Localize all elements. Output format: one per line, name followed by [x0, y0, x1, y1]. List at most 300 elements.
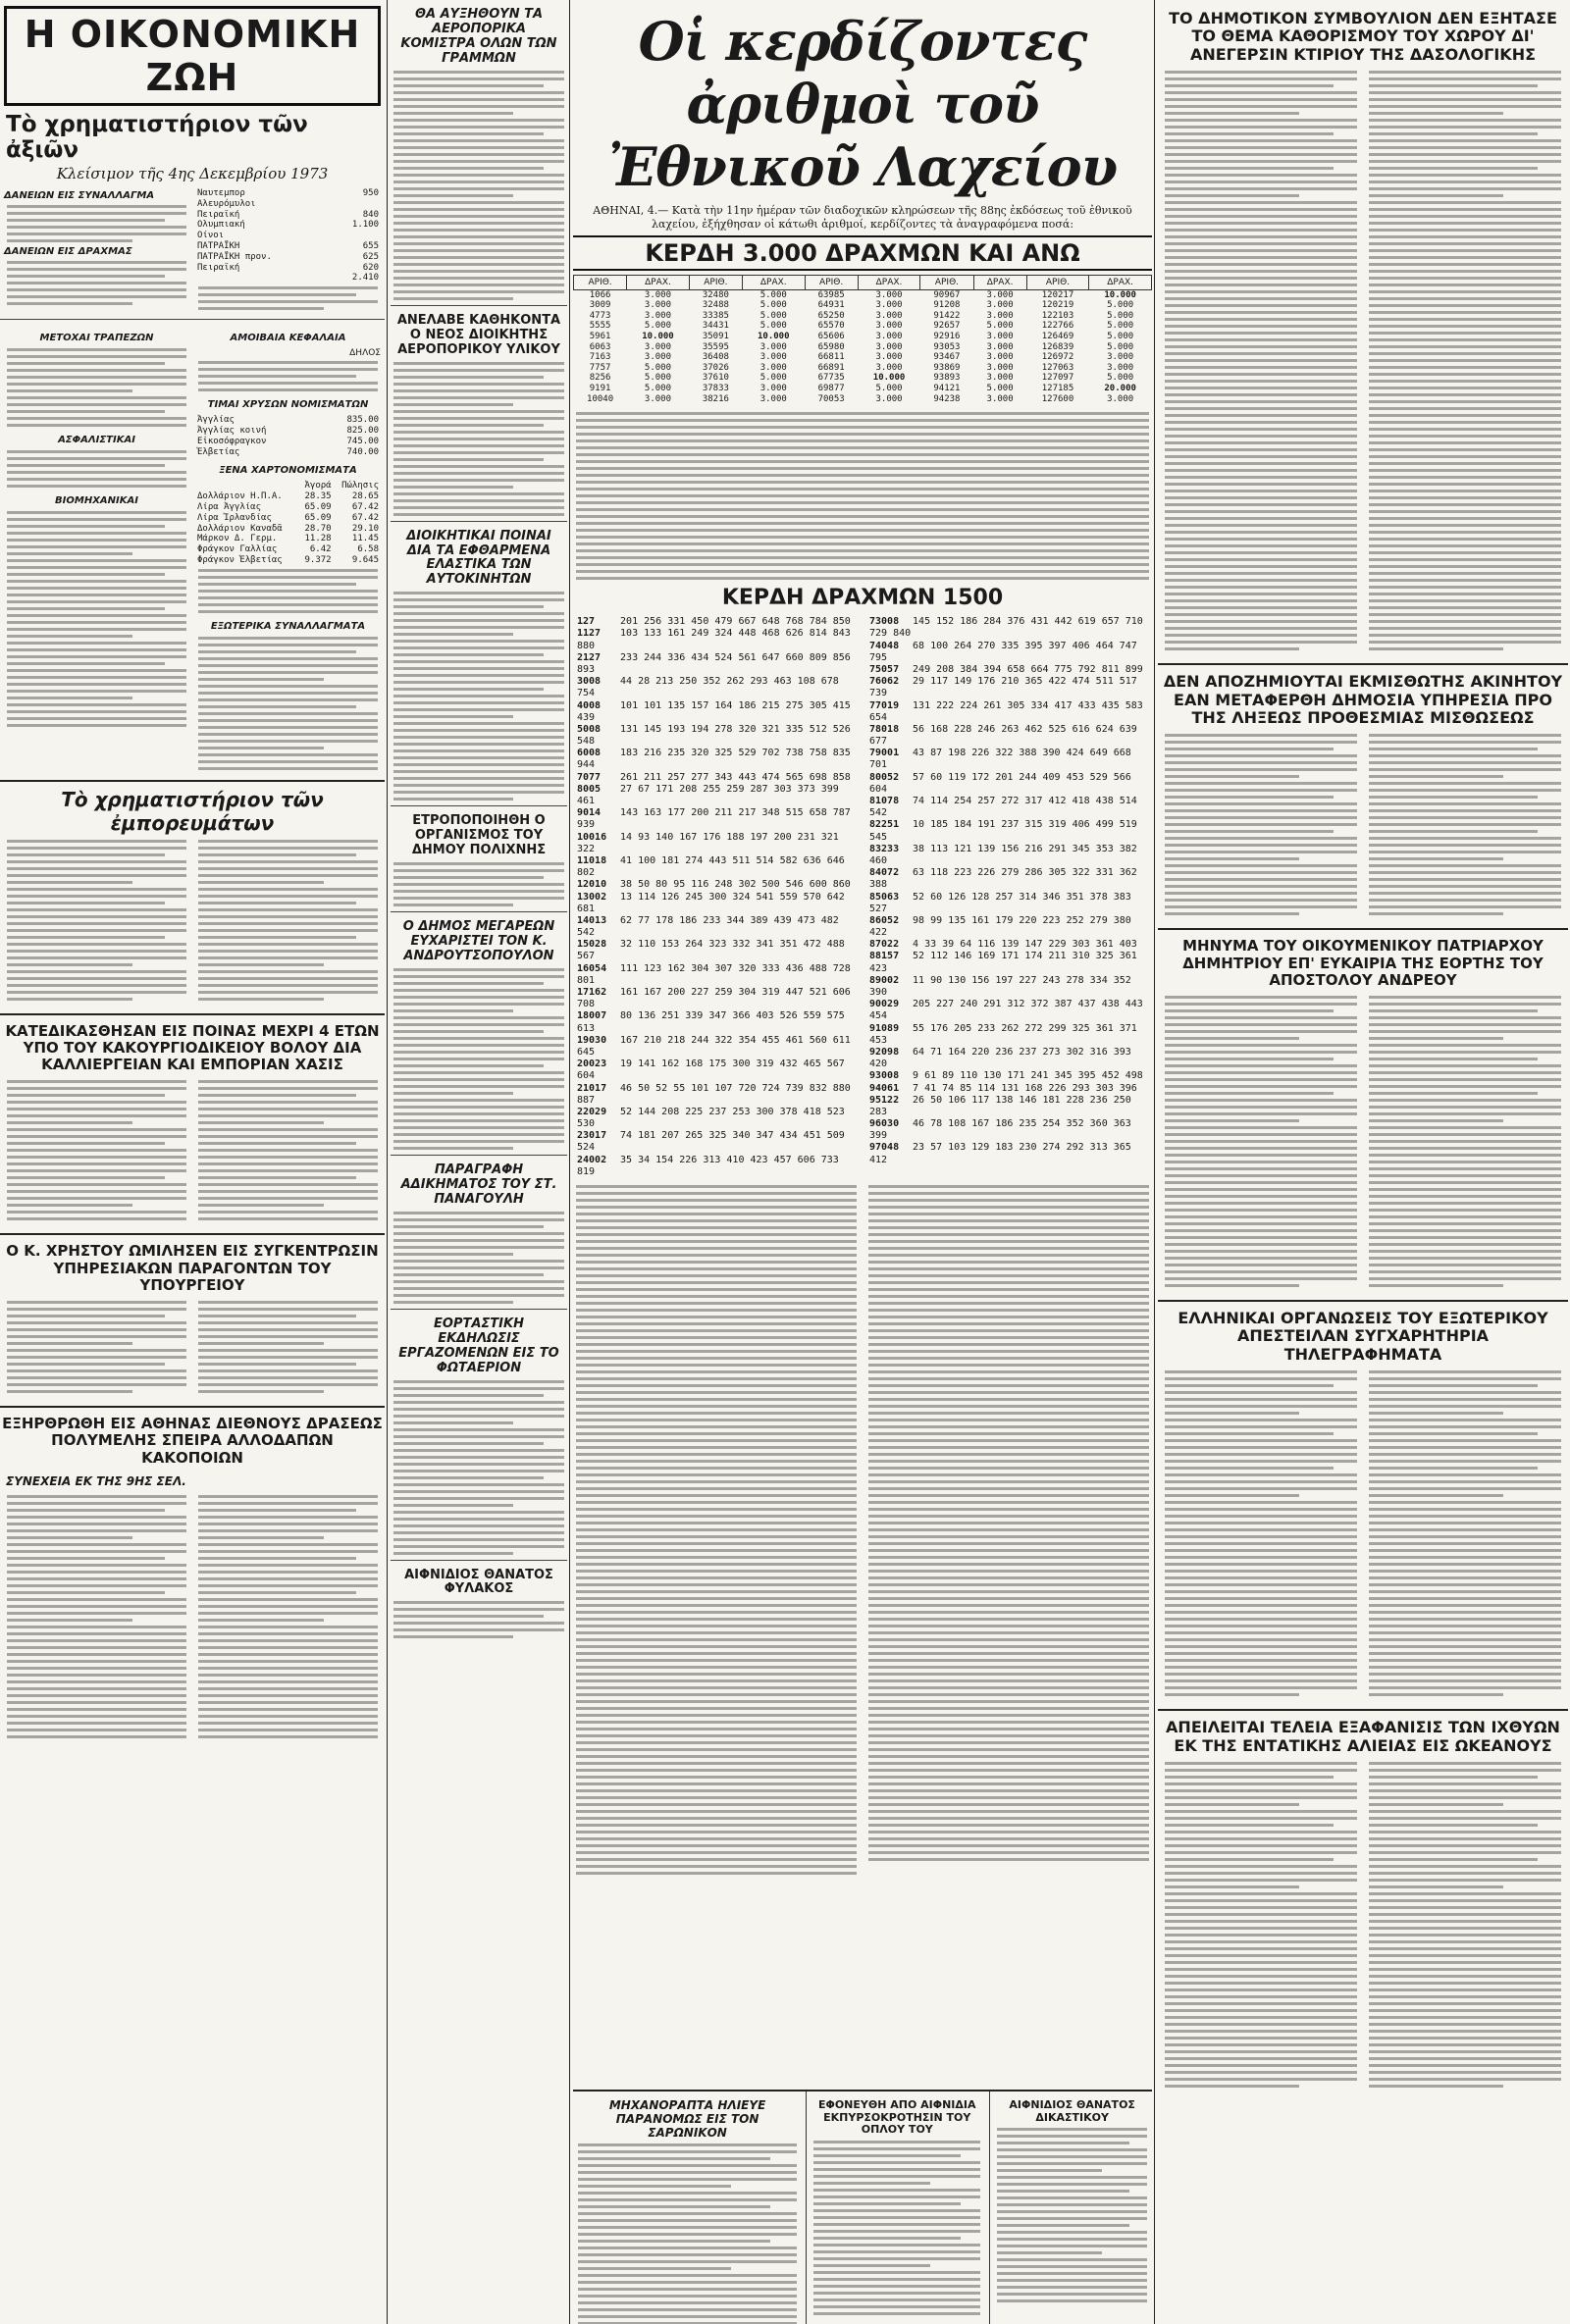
- list-1500-values: 131 145 193 194 278 320 321 335 512 526 548: [577, 723, 851, 748]
- list-1500-values: 11 90 130 156 197 227 243 278 334 352 390: [869, 974, 1131, 999]
- lottery-number: 32488: [702, 300, 729, 311]
- list-1500-values: 19 141 162 168 175 300 319 432 465 567 604: [577, 1059, 845, 1082]
- list-1500-values: 183 216 235 320 325 529 702 738 758 835 944: [577, 748, 851, 771]
- lottery-amount: 3.000: [986, 362, 1014, 373]
- list-1500-values: 68 100 264 270 335 395 397 406 464 747 795: [869, 640, 1137, 663]
- bottom-article-head-2: ΑΙΦΝΙΔΙΟΣ ΘΑΝΑΤΟΣ ΔΙΚΑΣΤΙΚΟΥ: [1009, 2098, 1135, 2124]
- lottery-amount: 5.000: [644, 321, 672, 332]
- list-1500-key: 97048: [869, 1142, 900, 1154]
- lottery-amount: 3.000: [875, 310, 903, 321]
- lottery-col-number: ΑΡΙΘ.: [689, 275, 742, 289]
- lottery-amount: 3.000: [986, 373, 1014, 384]
- right1-7: Πειραϊκή: [197, 262, 240, 273]
- lottery-amount: 3.000: [986, 310, 1014, 321]
- lottery-amount: 5.000: [644, 373, 672, 384]
- lottery-amount: 3.000: [759, 352, 787, 363]
- lottery-number: 8256: [589, 373, 611, 384]
- lottery-number: 32480: [702, 289, 729, 300]
- lottery-row: [574, 342, 1152, 353]
- lottery-amount: 5.000: [1107, 331, 1134, 341]
- lottery-number: 93893: [933, 373, 961, 384]
- list-1500-key: 6008: [577, 748, 602, 759]
- lottery-number: 91422: [933, 310, 961, 321]
- lottery-row: [574, 332, 1152, 342]
- timai-row: Ἑλβετίας 740.00: [197, 446, 379, 457]
- left-article-head-0: ΚΑΤΕΔΙΚΑΣΘΗΣΑΝ ΕΙΣ ΠΟΙΝΑΣ ΜΕΧΡΙ 4 ΕΤΩΝ ΥΠΟ ΤΟΥ ΚΑΚΟΥΡΓΙΟΔΙΚΕΙΟΥ ΒΟΛΟΥ ΔΙΑ ΚΑΛΛΙΕΡΓΕΙΑΝ ΚΑΙ ΕΜΠΟΡΙΑΝ ΧΑΣΙΣ: [5, 1021, 380, 1074]
- list-1500-row: [577, 1130, 856, 1154]
- list-1500-values: 46 78 108 167 186 235 254 352 360 363 399: [869, 1118, 1131, 1142]
- list-1500-key: 85063: [869, 891, 900, 903]
- list-1500-key: 12010: [577, 879, 607, 891]
- list-1500-values: 38 113 121 139 156 216 291 345 353 382 460: [869, 843, 1137, 866]
- lottery-amount: 20.000: [1104, 383, 1136, 393]
- list-1500-row: [869, 844, 1148, 867]
- list-1500-key: 16054: [577, 962, 607, 974]
- lottery-row: [574, 352, 1152, 363]
- lottery-row: [574, 300, 1152, 311]
- lottery-amount: 5.000: [1107, 310, 1134, 321]
- right-article-head-3: ΕΛΛΗΝΙΚΑΙ ΟΡΓΑΝΩΣΕΙΣ ΤΟΥ ΕΞΩΤΕΡΙΚΟΥ ΑΠΕΣΤΕΙΛΑΝ ΣΥΓΧΑΡΗΤΗΡΙΑ ΤΗΛΕΓΡΑΦΗΜΑΤΑ: [1178, 1309, 1548, 1364]
- list-1500-row: [869, 616, 1148, 640]
- list-1500-values: 52 144 208 225 237 253 300 378 418 523 530: [577, 1106, 845, 1130]
- list-1500-values: 10 185 184 191 237 315 319 406 499 519 545: [869, 819, 1137, 843]
- lottery-amount: 3.000: [986, 300, 1014, 311]
- lottery-row: [574, 384, 1152, 394]
- xena-row: Φράγκον Ἑλβετίας 9.372 9.645: [197, 554, 379, 565]
- list-1500-values: 56 168 228 246 263 462 525 616 624 639 677: [869, 723, 1137, 748]
- right1-1: Αλευρόμυλοι: [197, 198, 256, 209]
- xena-title: ΞΕΝΑ ΧΑΡΤΟΝΟΜΙΣΜΑΤΑ: [219, 465, 357, 477]
- list-1500-values: 161 167 200 227 259 304 319 447 521 606 708: [577, 987, 851, 1010]
- lottery-number: 93869: [933, 362, 961, 373]
- list-1500-row: [577, 807, 856, 831]
- list-1500-key: 87022: [869, 939, 900, 951]
- list-1500-left: [577, 616, 856, 1178]
- list-1500-key: 80052: [869, 771, 900, 783]
- list-1500-key: 9014: [577, 807, 602, 819]
- stock-title: Τὸ χρηματιστήριον τῶν ἀξιῶν: [6, 112, 308, 163]
- list-1500-values: 64 71 164 220 236 237 273 302 316 393 420: [869, 1046, 1131, 1070]
- lottery-amount: 3.000: [759, 362, 787, 373]
- list-1500-row: [577, 700, 856, 724]
- lottery-number: 5961: [589, 331, 611, 341]
- lottery-amount: 3.000: [875, 321, 903, 332]
- list-1500-key: 127: [577, 616, 596, 628]
- list-1500-values: 143 163 177 200 211 217 348 515 658 787 939: [577, 807, 851, 831]
- lottery-number: 37610: [702, 373, 729, 384]
- lottery-col-amount: ΔΡΑΧ.: [973, 275, 1026, 289]
- list-1500-row: [577, 987, 856, 1010]
- list-1500-row: [869, 664, 1148, 676]
- list-1500-key: 14013: [577, 914, 607, 926]
- left-article-head-1: Ο Κ. ΧΡΗΣΤΟΥ ΩΜΙΛΗΣΕΝ ΕΙΣ ΣΥΓΚΕΝΤΡΩΣΙΝ ΥΠΗΡΕΣΙΑΚΩΝ ΠΑΡΑΓΟΝΤΩΝ ΤΟΥ ΥΠΟΥΡΓΕΙΟΥ: [6, 1242, 379, 1294]
- mid-article-head-7: ΑΙΦΝΙΔΙΟΣ ΘΑΝΑΤΟΣ ΦΥΛΑΚΟΣ: [404, 1567, 553, 1597]
- list-1500-key: 13002: [577, 891, 607, 903]
- list-1500-row: [577, 879, 856, 891]
- list-1500-values: 145 152 186 284 376 431 442 619 657 710 729 840: [869, 616, 1143, 640]
- list-1500-key: 78018: [869, 723, 900, 735]
- list-1500-values: 63 118 223 226 279 286 305 322 331 362 388: [869, 867, 1137, 891]
- list-1500-key: 23017: [577, 1130, 607, 1142]
- list-1500-values: 44 28 213 250 352 262 293 463 108 678 754: [577, 676, 839, 699]
- list-1500-key: 4008: [577, 699, 602, 711]
- list-1500-row: [869, 819, 1148, 843]
- list-1500-values: 205 227 240 291 312 372 387 437 438 443 454: [869, 999, 1143, 1022]
- list-1500-key: 75057: [869, 663, 900, 675]
- values1-1: 840: [362, 209, 379, 220]
- lottery-amount: 3.000: [986, 289, 1014, 300]
- list-1500-values: 9 61 89 110 130 171 241 345 395 452 498: [913, 1070, 1143, 1082]
- stock-sec2: ΔΑΝΕΙΩΝ ΕΙΣ ΔΡΑΧΜΑΣ: [4, 246, 132, 257]
- list-1500-key: 93008: [869, 1070, 900, 1082]
- list-1500-row: [577, 915, 856, 939]
- lottery-row: [574, 373, 1152, 384]
- bottom-article-head-0: ΜΗΧΑΝΟΡΑΠΤΑ ΗΛΙΕΥΕ ΠΑΡΑΝΟΜΩΣ ΕΙΣ ΤΟΝ ΣΑΡΩΝΙΚΟΝ: [608, 2098, 766, 2140]
- list-1500-values: 41 100 181 274 443 511 514 582 636 646 802: [577, 854, 845, 879]
- right-article-head-1: ΔΕΝ ΑΠΟΖΗΜΙΟΥΤΑΙ ΕΚΜΙΣΘΩΤΗΣ ΑΚΙΝΗΤΟΥ ΕΑΝ ΜΕΤΑΦΕΡΘΗ ΔΗΜΟΣΙΑ ΥΠΗΡΕΣΙΑ ΠΡΟ ΤΗΣ ΛΗΞΕΩΣ ΠΡΟΘΕΣΜΙΑΣ ΜΙΣΘΩΣΕΩΣ: [1163, 672, 1563, 727]
- timai-row: Ἀγγλίας 835.00: [197, 415, 379, 426]
- lottery-amount: 3.000: [875, 393, 903, 404]
- lottery-row: [574, 363, 1152, 374]
- list-1500-row: [869, 1023, 1148, 1047]
- list-1500-row: [869, 796, 1148, 819]
- list-1500-row: [869, 641, 1148, 664]
- lottery-number: 127185: [1041, 383, 1074, 393]
- values1-3: 655: [362, 240, 379, 251]
- right1-4: Οίνοι: [197, 231, 225, 241]
- list-1500-key: 7077: [577, 771, 602, 783]
- list-1500-values: 233 244 336 434 524 561 647 660 809 856 893: [577, 651, 851, 675]
- list-1500-key: 19030: [577, 1034, 607, 1046]
- amoib-col: ΔΗΛΟΣ: [349, 348, 381, 359]
- list-1500-key: 22029: [577, 1106, 607, 1117]
- lottery-row: [574, 289, 1152, 300]
- lottery-number: 92916: [933, 331, 961, 341]
- goods-title: Τὸ χρηματιστήριον τῶν ἐμπορευμάτων: [61, 787, 324, 835]
- lottery-number: 70053: [817, 393, 845, 404]
- list-1500-key: 21017: [577, 1082, 607, 1094]
- list-1500-values: 74 181 207 265 325 340 347 434 451 509 524: [577, 1130, 845, 1154]
- list-1500-row: [869, 772, 1148, 796]
- list-1500-row: [869, 939, 1148, 951]
- list-1500-values: 98 99 135 161 179 220 223 252 279 380 422: [869, 914, 1131, 939]
- list-1500-key: 86052: [869, 914, 900, 926]
- values1-4: 625: [362, 251, 379, 262]
- stock-sec1: ΔΑΝΕΙΩΝ ΕΙΣ ΣΥΝΑΛΛΑΓΜΑ: [4, 190, 155, 201]
- briefs-column: [391, 0, 567, 2324]
- lottery-col-number: ΑΡΙΘ.: [805, 275, 858, 289]
- list-1500-key: 92098: [869, 1046, 900, 1058]
- lottery-number: 94121: [933, 383, 961, 393]
- stock-sec5: ΒΙΟΜΗΧΑΝΙΚΑΙ: [55, 495, 138, 507]
- lottery-amount: 3.000: [759, 393, 787, 404]
- list-1500-values: 52 60 126 128 257 314 346 351 378 383 527: [869, 891, 1131, 914]
- list-1500-row: [869, 867, 1148, 891]
- list-1500-values: 29 117 149 176 210 365 422 474 511 517 739: [869, 676, 1137, 699]
- lottery-number: 66891: [817, 362, 845, 373]
- xena-row: Δολλάριον Καναδᾶ 28.70 29.10: [197, 523, 379, 534]
- list-1500-row: [869, 1083, 1148, 1095]
- list-1500-key: 96030: [869, 1118, 900, 1130]
- mid-article-head-5: ΠΑΡΑΓΡΑΦΗ ΑΔΙΚΗΜΑΤΟΣ ΤΟΥ ΣΤ. ΠΑΝΑΓΟΥΛΗ: [400, 1162, 557, 1207]
- stock-sec3: ΜΕΤΟΧΑΙ ΤΡΑΠΕΖΩΝ: [39, 333, 154, 344]
- lottery-amount: 10.000: [1104, 289, 1136, 300]
- lottery-number: 91208: [933, 300, 961, 311]
- lottery-amount: 5.000: [759, 310, 787, 321]
- left-article-head-3: ΣΥΝΕΧΕΙΑ ΕΚ ΤΗΣ 9ΗΣ ΣΕΛ.: [6, 1473, 186, 1488]
- lottery-amount: 5.000: [1107, 321, 1134, 332]
- lottery-amount: 3.000: [644, 300, 672, 311]
- lottery-col-number: ΑΡΙΘ.: [1026, 275, 1089, 289]
- xena-row: Φράγκον Γαλλίας 6.42 6.58: [197, 544, 379, 555]
- lottery-col-number: ΑΡΙΘ.: [574, 275, 627, 289]
- right-column: [1158, 0, 1568, 2324]
- list-1500-key: 15028: [577, 939, 607, 951]
- lottery-amount: 3.000: [875, 362, 903, 373]
- lottery-number: 90967: [933, 289, 961, 300]
- mid-article-head-1: ΑΝΕΛΑΒΕ ΚΑΘΗΚΟΝΤΑ Ο ΝΕΟΣ ΔΙΟΙΚΗΤΗΣ ΑΕΡΟΠΟΡΙΚΟΥ ΥΛΙΚΟΥ: [396, 312, 561, 357]
- list-1500-values: 43 87 198 226 322 388 390 424 649 668 701: [869, 748, 1131, 771]
- lottery-number: 127097: [1041, 373, 1074, 384]
- lottery-amount: 10.000: [642, 331, 674, 341]
- lottery-amount: 10.000: [758, 331, 790, 341]
- list-1500-values: 13 114 126 245 300 324 541 559 570 642 681: [577, 891, 845, 914]
- list-1500-key: 76062: [869, 676, 900, 688]
- lottery-number: 33385: [702, 310, 729, 321]
- lottery-number: 4773: [589, 310, 611, 321]
- lottery-amount: 3.000: [986, 341, 1014, 352]
- lottery-number: 65606: [817, 331, 845, 341]
- list-1500-key: 95122: [869, 1094, 900, 1106]
- right1-2: Πειραϊκή: [197, 209, 240, 220]
- right1-0: Ναυτεμπορ: [197, 188, 245, 198]
- list-1500-values: 101 101 135 157 164 186 215 275 305 415 439: [577, 699, 851, 723]
- values1-5: 620: [362, 262, 379, 273]
- lottery-number: 6063: [589, 341, 611, 352]
- list-1500-key: 1127: [577, 628, 602, 640]
- list-1500-values: 249 208 384 394 658 664 775 792 811 899: [913, 663, 1143, 675]
- list-1500-row: [577, 939, 856, 962]
- list-1500-values: 52 112 146 169 171 174 211 310 325 361 423: [869, 951, 1137, 974]
- list-1500-key: 79001: [869, 748, 900, 759]
- lottery-amount: 3.000: [986, 352, 1014, 363]
- list-1500-row: [577, 724, 856, 748]
- lottery-intro: ΑΘΗΝΑΙ, 4.— Κατὰ τὴν 11ην ἡμέραν τῶν διαδοχικῶν κληρώσεων τῆς 88ης ἐκδόσεως τοῦ ἐθνικοῦ λαχείου, ἐξήχθησαν οἱ κάτωθι ἀριθμοί, κερδίζοντες τὰ ἀναγραφόμενα ποσά:: [593, 204, 1132, 231]
- lottery-amount: 3.000: [875, 331, 903, 341]
- lottery-amount: 5.000: [986, 321, 1014, 332]
- list-1500-row: [577, 1035, 856, 1059]
- list-1500-row: [577, 1059, 856, 1082]
- list-1500-row: [577, 748, 856, 771]
- right1-3: Ολυμπιακή: [197, 220, 245, 231]
- list-1500-row: [577, 616, 856, 628]
- amoib-title: ΑΜΟΙΒΑΙΑ ΚΕΦΑΛΑΙΑ: [230, 333, 346, 344]
- lottery-number: 10040: [587, 393, 614, 404]
- list-1500-values: 261 211 257 277 343 443 474 565 698 858: [620, 771, 851, 783]
- left-article-head-2: ΕΞΗΡΘΡΩΘΗ ΕΙΣ ΑΘΗΝΑΣ ΔΙΕΘΝΟΥΣ ΔΡΑΣΕΩΣ ΠΟΛΥΜΕΛΗΣ ΣΠΕΙΡΑ ΑΛΛΟΔΑΠΩΝ ΚΑΚΟΠΟΙΩΝ: [2, 1415, 383, 1467]
- list-1500-row: [577, 1107, 856, 1130]
- lottery-number: 122103: [1041, 310, 1074, 321]
- lottery-head-3000: ΚΕΡΔΗ 3.000 ΔΡΑΧΜΩΝ ΚΑΙ ΑΝΩ: [573, 235, 1152, 271]
- lottery-number: 65250: [817, 310, 845, 321]
- lottery-col-amount: ΔΡΑΧ.: [742, 275, 805, 289]
- lottery-row: [574, 394, 1152, 405]
- lottery-number: 127063: [1041, 362, 1074, 373]
- lottery-number: 37026: [702, 362, 729, 373]
- list-1500-key: 89002: [869, 974, 900, 986]
- list-1500-values: 46 50 52 55 101 107 720 724 739 832 880 887: [577, 1082, 851, 1106]
- list-1500-row: [869, 1118, 1148, 1142]
- lottery-amount: 5.000: [1107, 373, 1134, 384]
- lottery-amount: 5.000: [759, 300, 787, 311]
- list-1500-key: 3008: [577, 676, 602, 688]
- list-1500-row: [577, 628, 856, 651]
- list-1500-row: [869, 676, 1148, 699]
- lottery-number: 126839: [1041, 341, 1074, 352]
- list-1500-row: [577, 832, 856, 855]
- lottery-amount: 5.000: [1107, 341, 1134, 352]
- list-1500-row: [869, 1095, 1148, 1118]
- lottery-amount: 3.000: [644, 352, 672, 363]
- lottery-number: 66811: [817, 352, 845, 363]
- list-1500-key: 94061: [869, 1082, 900, 1094]
- lottery-number: 65570: [817, 321, 845, 332]
- lottery-number: 92657: [933, 321, 961, 332]
- lottery-number: 37833: [702, 383, 729, 393]
- right1-6: ΠΑΤΡΑΪΚΗ προν.: [197, 251, 272, 262]
- lottery-number: 65980: [817, 341, 845, 352]
- timai-row: Ἀγγλίας κοινή 825.00: [197, 425, 379, 436]
- list-1500-key: 10016: [577, 831, 607, 843]
- list-1500-row: [577, 784, 856, 807]
- masthead-title: Η ΟΙΚΟΝΟΜΙΚΗ ΖΩΗ: [4, 6, 381, 106]
- list-1500-row: [869, 1070, 1148, 1082]
- lottery-amount: 3.000: [759, 383, 787, 393]
- lottery-amount: 3.000: [759, 341, 787, 352]
- lottery-number: 126469: [1041, 331, 1074, 341]
- right-article-head-0: ΤΟ ΔΗΜΟΤΙΚΟΝ ΣΥΜΒΟΥΛΙΟΝ ΔΕΝ ΕΞΗΤΑΣΕ ΤΟ ΘΕΜΑ ΚΑΘΟΡΙΣΜΟΥ ΤΟΥ ΧΩΡΟΥ ΔΙ' ΑΝΕΓΕΡΣΙΝ ΚΤΙΡΙΟΥ ΤΗΣ ΔΑΣΟΛΟΓΙΚΗΣ: [1169, 9, 1557, 64]
- lottery-number: 94238: [933, 393, 961, 404]
- exot-title: ΕΞΩΤΕΡΙΚΑ ΣΥΝΑΛΛΑΓΜΑΤΑ: [210, 620, 366, 632]
- list-1500-values: 27 67 171 208 255 259 287 303 373 399 461: [577, 783, 839, 807]
- timai-title: ΤΙΜΑΙ ΧΡΥΣΩΝ ΝΟΜΙΣΜΑΤΩΝ: [207, 399, 369, 411]
- list-1500-values: 14 93 140 167 176 188 197 200 231 321 322: [577, 831, 839, 854]
- list-1500-row: [577, 963, 856, 987]
- lottery-amount: 3.000: [986, 331, 1014, 341]
- lottery-title: Οἱ κερδίζοντες ἀριθμοὶ τοῦ Ἐθνικοῦ Λαχείου: [607, 10, 1118, 198]
- list-1500-row: [869, 999, 1148, 1022]
- list-1500-row: [869, 975, 1148, 999]
- list-1500-row: [869, 1142, 1148, 1165]
- list-1500-key: 73008: [869, 616, 900, 628]
- mid-article-head-0: ΘΑ ΑΥΞΗΘΟΥΝ ΤΑ ΑΕΡΟΠΟΡΙΚΑ ΚΟΜΙΣΤΡΑ ΟΛΩΝ ΤΩΝ ΓΡΑΜΜΩΝ: [400, 7, 557, 66]
- list-1500-key: 24002: [577, 1154, 607, 1165]
- lottery-number: 126972: [1041, 352, 1074, 363]
- bottom-article-head-1: ΕΦΟΝΕΥΘΗ ΑΠΟ ΑΙΦΝΙΔΙΑ ΕΚΠΥΡΣΟΚΡΟΤΗΣΙΝ ΤΟΥ ΟΠΛΟΥ ΤΟΥ: [817, 2098, 976, 2137]
- lottery-amount: 3.000: [875, 300, 903, 311]
- right1-5: ΠΑΤΡΑΪΚΗ: [197, 240, 240, 251]
- list-1500-row: [577, 772, 856, 784]
- lottery-amount: 3.000: [1107, 362, 1134, 373]
- economic-column: [0, 0, 385, 2324]
- lottery-amount: 3.000: [986, 393, 1014, 404]
- lottery-col-amount: ΔΡΑΧ.: [627, 275, 690, 289]
- list-1500-values: 26 50 106 117 138 146 181 228 236 250 283: [869, 1094, 1131, 1117]
- list-1500-key: 2127: [577, 651, 602, 663]
- list-1500-values: 55 176 205 233 262 272 299 325 361 371 453: [869, 1022, 1137, 1046]
- lottery-amount: 3.000: [875, 289, 903, 300]
- list-1500-values: 57 60 119 172 201 244 409 453 529 566 604: [869, 771, 1131, 795]
- list-1500-key: 82251: [869, 819, 900, 831]
- lottery-amount: 5.000: [875, 383, 903, 393]
- list-1500-values: 201 256 331 450 479 667 648 768 784 850: [620, 616, 851, 628]
- values1-2: 1.100: [351, 220, 379, 231]
- list-1500-row: [577, 652, 856, 676]
- xena-col-sell: Πώλησις: [341, 481, 379, 491]
- lottery-number: 127600: [1041, 393, 1074, 404]
- lottery-amount: 3.000: [1107, 393, 1134, 404]
- list-1500-row: [577, 1155, 856, 1178]
- list-1500-values: 74 114 254 257 272 317 412 418 438 514 542: [869, 796, 1137, 819]
- values1-0: 950: [362, 188, 379, 198]
- xena-row: Λίρα Ἀγγλίας 65.09 67.42: [197, 501, 379, 512]
- xena-row: Δολλάριον Η.Π.Α. 28.35 28.65: [197, 491, 379, 502]
- lottery-number: 7757: [589, 362, 611, 373]
- list-1500-values: 7 41 74 85 114 131 168 226 293 303 396: [913, 1082, 1137, 1094]
- lottery-amount: 5.000: [759, 321, 787, 332]
- lottery-col-number: ΑΡΙΘ.: [920, 275, 973, 289]
- values1-6: 2.410: [351, 273, 379, 284]
- lottery-number: 34431: [702, 321, 729, 332]
- lottery-number: 1066: [589, 289, 611, 300]
- stock-sec4: ΑΣΦΑΛΙΣΤΙΚΑΙ: [58, 435, 135, 446]
- list-1500-row: [577, 1010, 856, 1034]
- xena-row: Μάρκον Δ. Γερμ. 11.28 11.45: [197, 534, 379, 544]
- mid-article-head-6: ΕΟΡΤΑΣΤΙΚΗ ΕΚΔΗΛΩΣΙΣ ΕΡΓΑΖΟΜΕΝΩΝ ΕΙΣ ΤΟ ΦΩΤΑΕΡΙΟΝ: [398, 1316, 559, 1375]
- lottery-head-1500: ΚΕΡΔΗ ΔΡΑΧΜΩΝ 1500: [721, 586, 1004, 611]
- stock-date: Κλείσιμον τῆς 4ης Δεκεμβρίου 1973: [56, 165, 329, 182]
- xena-col-buy: Ἀγορά: [304, 481, 332, 491]
- lottery-amount: 3.000: [875, 341, 903, 352]
- list-1500-values: 167 210 218 244 322 354 455 461 560 611 645: [577, 1034, 851, 1058]
- lottery-number: 7163: [589, 352, 611, 363]
- lottery-number: 9191: [589, 383, 611, 393]
- list-1500-key: 81078: [869, 796, 900, 807]
- lottery-amount: 10.000: [872, 373, 906, 384]
- xena-row: Λίρα Ἰρλανδίας 65.09 67.42: [197, 512, 379, 523]
- list-1500-key: 74048: [869, 640, 900, 651]
- lottery-amount: 5.000: [759, 373, 787, 384]
- list-1500-key: 84072: [869, 867, 900, 879]
- mid-article-head-3: ΕΤΡΟΠΟΠΟΙΗΘΗ Ο ΟΡΓΑΝΙΣΜΟΣ ΤΟΥ ΔΗΜΟΥ ΠΟΛΙΧΝΗΣ: [411, 813, 547, 858]
- list-1500-row: [869, 748, 1148, 771]
- lottery-table: [573, 275, 1152, 405]
- lottery-number: 93053: [933, 341, 961, 352]
- list-1500-row: [869, 892, 1148, 915]
- lottery-number: 38216: [702, 393, 729, 404]
- lottery-amount: 3.000: [644, 393, 672, 404]
- list-1500-values: 80 136 251 339 347 366 403 526 559 575 613: [577, 1010, 845, 1034]
- list-1500-key: 5008: [577, 723, 602, 735]
- list-1500-values: 131 222 224 261 305 334 417 433 435 583 654: [869, 699, 1143, 723]
- timai-row: Εἰκοσόφραγκον 745.00: [197, 436, 379, 446]
- right-article-head-2: ΜΗΝΥΜΑ ΤΟΥ ΟΙΚΟΥΜΕΝΙΚΟΥ ΠΑΤΡΙΑΡΧΟΥ ΔΗΜΗΤΡΙΟΥ ΕΠ' ΕΥΚΑΙΡΙΑ ΤΗΣ ΕΟΡΤΗΣ ΤΟΥ ΑΠΟΣΤΟΛΟΥ ΑΝΔΡΕΟΥ: [1182, 937, 1544, 989]
- list-1500-values: 103 133 161 249 324 448 468 626 814 843 880: [577, 628, 851, 651]
- list-1500-row: [869, 1047, 1148, 1070]
- list-1500-row: [577, 855, 856, 879]
- mid-article-head-4: Ο ΔΗΜΟΣ ΜΕΓΑΡΕΩΝ ΕΥΧΑΡΙΣΤΕΙ ΤΟΝ Κ. ΑΝΔΡΟΥΤΣΟΠΟΥΛΟΝ: [402, 919, 555, 963]
- lottery-amount: 5.000: [759, 289, 787, 300]
